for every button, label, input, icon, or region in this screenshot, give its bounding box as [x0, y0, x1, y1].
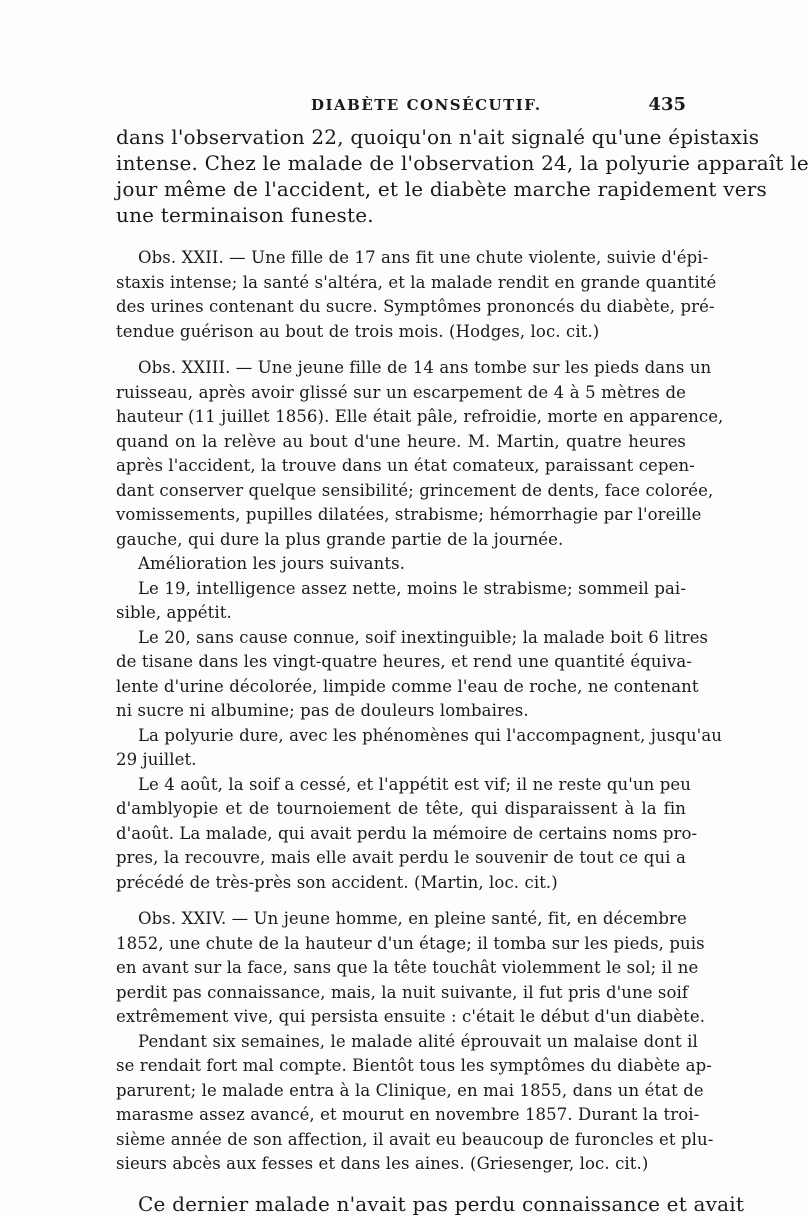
text-line: des urines contenant du sucre. Symptômes prononcés du diabète, pré-: [116, 297, 715, 316]
text-line: Obs. XXII. — Une fille de 17 ans fit une chute violente, suivie d'épi-: [138, 248, 709, 267]
text-line: 1852, une chute de la hauteur d'un étage; il tomba sur les pieds, puis: [116, 933, 705, 953]
text-line: sible, appétit.: [116, 603, 232, 622]
paragraph: [116, 552, 686, 577]
paragraph: [116, 724, 722, 773]
text-line: jour même de l'accident, et le diabète marche rapidement vers: [116, 177, 767, 201]
page-header: [116, 96, 686, 124]
text-line: sième année de son affection, il avait eu beaucoup de furoncles et plu-: [116, 1129, 714, 1149]
text-line: une terminaison funeste.: [116, 203, 374, 227]
observation-xxiii: [116, 356, 724, 552]
paragraph: [116, 773, 698, 896]
text-line: lente d'urine décolorée, limpide comme l'eau de roche, ne contenant: [116, 676, 699, 696]
text-line: se rendait fort mal compte. Bientôt tous les symptômes du diabète ap-: [116, 1056, 712, 1075]
paragraph: [116, 1030, 714, 1177]
running-head: DIABÈTE CONSÉCUTIF.: [311, 96, 542, 114]
text-line: Obs. XXIII. — Une jeune fille de 14 ans tombe sur les pieds dans un: [138, 358, 712, 377]
text-line: d'août. La malade, qui avait perdu la mémoire de certains noms pro-: [116, 823, 698, 843]
page-number: 435: [648, 94, 686, 115]
paragraph: [116, 124, 809, 228]
text-line: extrêmement vive, qui persista ensuite : c'était le début d'un diabète.: [116, 1007, 706, 1026]
text-line: ni sucre ni albumine; pas de douleurs lombaires.: [116, 701, 529, 720]
text-line: 29 juillet.: [116, 750, 197, 769]
text-line: intense. Chez le malade de l'observation 24, la polyurie apparaît le: [116, 151, 809, 175]
text-line: quand on la relève au bout d'une heure. M. Martin, quatre heures: [116, 431, 686, 451]
text-line: pres, la recouvre, mais elle avait perdu le souvenir de tout ce qui a: [116, 848, 686, 867]
text-line: tendue guérison au bout de trois mois. (Hodges, loc. cit.): [116, 321, 600, 341]
text-line: dant conserver quelque sensibilité; grincement de dents, face colorée,: [116, 480, 714, 500]
paragraph: [116, 577, 686, 626]
text-line: staxis intense; la santé s'altéra, et la malade rendit en grande quantité: [116, 272, 717, 292]
text-line: marasme assez avancé, et mourut en novembre 1857. Durant la troi-: [116, 1105, 700, 1124]
text-line: gauche, qui dure la plus grande partie de la journée.: [116, 529, 564, 549]
text-line: vomissements, pupilles dilatées, strabisme; hémorrhagie par l'oreille: [116, 505, 702, 524]
text-line: hauteur (11 juillet 1856). Elle était pâle, refroidie, morte en apparence,: [116, 407, 724, 426]
text-line: La polyurie dure, avec les phénomènes qui l'accompagnent, jusqu'au: [138, 725, 722, 745]
text-line: dans l'observation 22, quoiqu'on n'ait signalé qu'une épistaxis: [116, 125, 760, 149]
text-line: perdit pas connaissance, mais, la nuit suivante, il fut pris d'une soif: [116, 982, 689, 1002]
text-line: Pendant six semaines, le malade alité éprouvait un malaise dont il: [138, 1031, 698, 1051]
text-line: de tisane dans les vingt-quatre heures, et rend une quantité équiva-: [116, 652, 693, 671]
text-line: ruisseau, après avoir glissé sur un escarpement de 4 à 5 mètres de: [116, 382, 686, 402]
text-line: Obs. XXIV. — Un jeune homme, en pleine santé, fit, en décembre: [138, 909, 687, 928]
observation-xxii: [116, 246, 717, 344]
text-line: en avant sur la face, sans que la tête touchât violemment le sol; il ne: [116, 958, 699, 977]
text-line: sieurs abcès aux fesses et dans les aines. (Griesenger, loc. cit.): [116, 1154, 649, 1173]
body-text: [116, 124, 809, 1217]
text-line: Le 19, intelligence assez nette, moins le strabisme; sommeil pai-: [138, 578, 686, 598]
text-line: après l'accident, la trouve dans un état comateux, paraissant cepen-: [116, 456, 695, 475]
text-line: Le 20, sans cause connue, soif inextinguible; la malade boit 6 litres: [138, 627, 709, 647]
text-line: Amélioration les jours suivants.: [138, 554, 405, 573]
text-line: précédé de très-près son accident. (Martin, loc. cit.): [116, 872, 558, 892]
paragraph: [116, 626, 709, 724]
text-line: Le 4 août, la soif a cessé, et l'appétit est vif; il ne reste qu'un peu: [138, 774, 691, 794]
text-line: d'amblyopie et de tournoiement de tête, qui disparaissent à la fin: [116, 799, 686, 818]
observation-xxiv: [116, 907, 706, 1030]
text-line: parurent; le malade entra à la Clinique, en mai 1855, dans un état de: [116, 1080, 704, 1100]
paragraph: [116, 1191, 745, 1217]
text-line: Ce dernier malade n'avait pas perdu connaissance et avait: [138, 1191, 745, 1216]
